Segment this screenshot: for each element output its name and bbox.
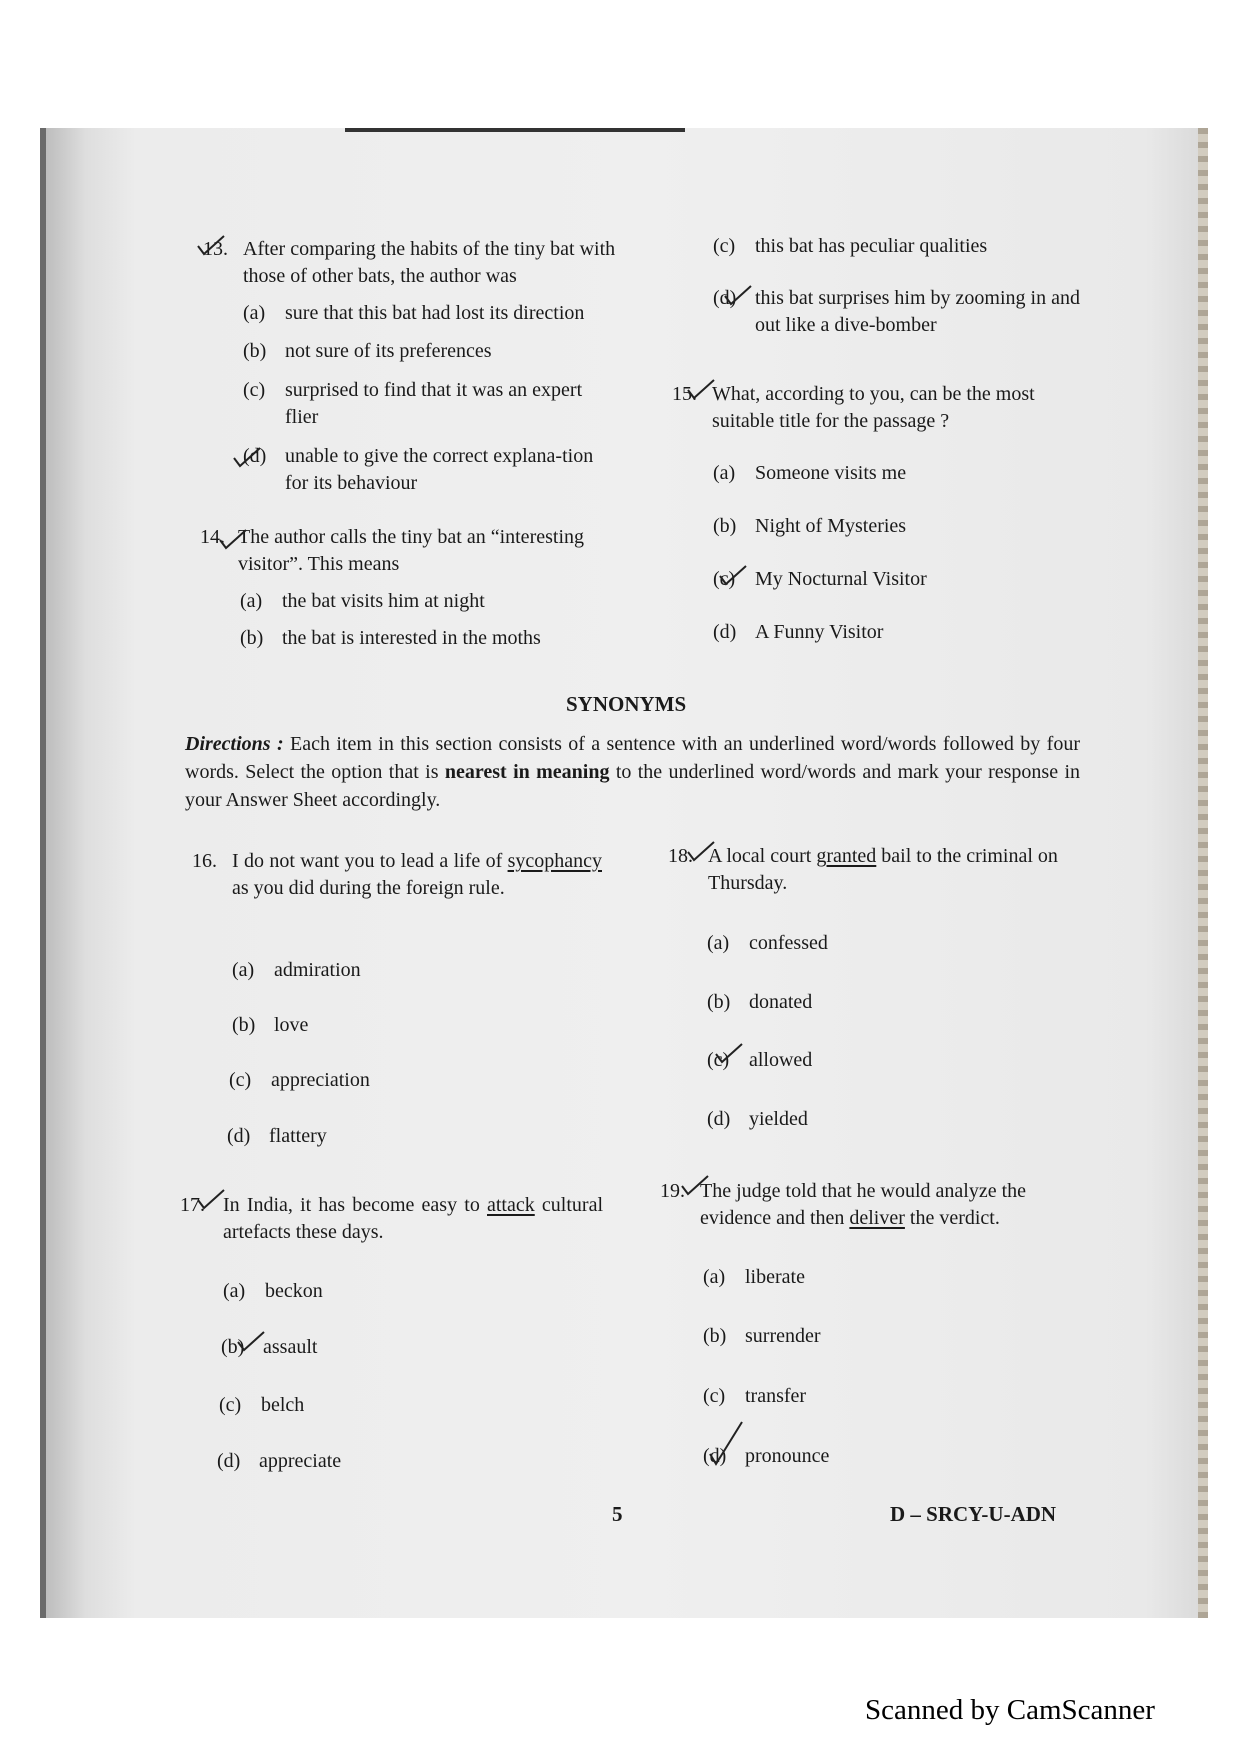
option-19a[interactable] xyxy=(703,1264,805,1291)
option-label: (d) xyxy=(707,1108,731,1130)
option-text: not sure of its preferences xyxy=(285,340,492,362)
question-number: 18. xyxy=(668,845,693,867)
option-text: confessed xyxy=(749,932,828,954)
underlined-word: sycophancy xyxy=(507,850,602,872)
option-18b[interactable] xyxy=(707,989,812,1016)
option-13d[interactable] xyxy=(243,443,615,497)
paper-code: D – SRCY-U-ADN xyxy=(890,1502,1057,1526)
question-number: 19. xyxy=(660,1180,685,1202)
option-label: (c) xyxy=(219,1394,242,1416)
option-13c[interactable] xyxy=(243,377,615,431)
option-label: (a) xyxy=(223,1280,246,1302)
underlined-word: attack xyxy=(487,1194,535,1216)
stem-text: In India, it has become easy to xyxy=(223,1194,480,1216)
option-text: admiration xyxy=(274,959,361,981)
option-label: (b) xyxy=(703,1325,727,1347)
tick-mark-icon xyxy=(218,526,248,552)
stem-text: The judge told that he would analyze the evidence and then xyxy=(700,1180,1027,1229)
option-15a[interactable] xyxy=(713,460,906,487)
option-label: (a) xyxy=(243,302,266,324)
option-17c[interactable] xyxy=(219,1392,304,1419)
stem-text: A local court xyxy=(708,845,812,867)
option-13b[interactable] xyxy=(243,338,492,365)
tick-mark-icon xyxy=(706,1418,746,1468)
option-15b[interactable] xyxy=(713,513,906,540)
tick-mark-icon xyxy=(718,562,748,588)
directions-text-end: to the underlined word/words and mark your response in your Answer Sheet accordingly. xyxy=(185,761,1081,811)
stem-text: I do not want you to lead a life of xyxy=(232,850,503,872)
question-number: 16. xyxy=(192,850,217,872)
option-text: belch xyxy=(261,1394,305,1416)
option-text: this bat surprises him by zooming in and out like a dive-bomber xyxy=(755,287,1080,336)
option-14b[interactable] xyxy=(240,625,541,652)
option-label: (d) xyxy=(713,287,737,309)
option-16d[interactable] xyxy=(227,1123,327,1150)
option-text: the bat is interested in the moths xyxy=(282,627,541,649)
question-stem: The author calls the tiny bat an “interesting visitor”. This means xyxy=(238,526,584,575)
option-text: Someone visits me xyxy=(755,462,907,484)
option-label: (a) xyxy=(703,1266,726,1288)
page-number: 5 xyxy=(612,1502,623,1526)
option-text: the bat visits him at night xyxy=(282,590,485,612)
option-text: appreciate xyxy=(259,1450,342,1472)
option-text: this bat has peculiar qualities xyxy=(755,235,988,257)
option-label: (b) xyxy=(221,1336,245,1358)
option-19c[interactable] xyxy=(703,1383,806,1410)
tick-mark-icon xyxy=(714,1040,744,1066)
question-number: 17. xyxy=(180,1194,205,1216)
option-text: flattery xyxy=(269,1125,327,1147)
page-top-edge xyxy=(345,128,685,132)
option-19b[interactable] xyxy=(703,1323,821,1350)
option-text: surrender xyxy=(745,1325,821,1347)
question-stem xyxy=(232,848,602,902)
option-text: surprised to find that it was an expert flier xyxy=(285,379,583,428)
option-13a[interactable] xyxy=(243,300,584,327)
option-label: (c) xyxy=(243,379,266,401)
option-label: (b) xyxy=(707,991,731,1013)
option-18a[interactable] xyxy=(707,930,828,957)
underlined-word: deliver xyxy=(849,1207,905,1229)
question-stem xyxy=(700,1178,1085,1232)
option-15d[interactable] xyxy=(713,619,883,646)
option-label: (d) xyxy=(713,621,737,643)
option-18d[interactable] xyxy=(707,1106,808,1133)
option-label: (b) xyxy=(713,515,737,537)
option-label: (a) xyxy=(240,590,263,612)
option-17a[interactable] xyxy=(223,1278,323,1305)
option-16b[interactable] xyxy=(232,1012,308,1039)
tick-mark-icon xyxy=(723,282,753,308)
question-stem: What, according to you, can be the most suitable title for the passage ? xyxy=(712,383,1035,432)
option-label: (b) xyxy=(232,1014,256,1036)
option-text: unable to give the correct explana-tion for its behaviour xyxy=(285,445,594,494)
option-text: beckon xyxy=(265,1280,323,1302)
question-number: 14. xyxy=(200,526,225,548)
option-label: (c) xyxy=(229,1069,252,1091)
option-16c[interactable] xyxy=(229,1067,370,1094)
option-label: (b) xyxy=(240,627,264,649)
option-text: pronounce xyxy=(745,1445,830,1467)
option-text: donated xyxy=(749,991,813,1013)
option-label: (a) xyxy=(713,462,736,484)
option-label: (c) xyxy=(703,1385,726,1407)
option-label: (d) xyxy=(217,1450,241,1472)
option-text: My Nocturnal Visitor xyxy=(755,568,927,590)
option-text: allowed xyxy=(749,1049,813,1071)
option-label: (d) xyxy=(227,1125,251,1147)
option-17d[interactable] xyxy=(217,1448,341,1475)
option-14c[interactable] xyxy=(713,233,987,260)
option-text: transfer xyxy=(745,1385,807,1407)
underlined-word: granted xyxy=(816,845,877,867)
option-14a[interactable] xyxy=(240,588,485,615)
option-text: A Funny Visitor xyxy=(755,621,884,643)
option-16a[interactable] xyxy=(232,957,361,984)
stem-text-end: as you did during the foreign rule. xyxy=(232,877,505,899)
option-label: (d) xyxy=(703,1445,727,1467)
directions-label: Directions : xyxy=(185,733,284,755)
option-label: (c) xyxy=(713,568,736,590)
option-label: (a) xyxy=(232,959,255,981)
option-label: (b) xyxy=(243,340,267,362)
directions-text: Each item in this section consists of a sentence with an underlined word/words followed by four words. Select the option that is xyxy=(185,733,1081,783)
option-text: assault xyxy=(263,1336,318,1358)
tick-mark-icon xyxy=(196,232,226,258)
option-label: (c) xyxy=(707,1049,730,1071)
option-label: (d) xyxy=(243,445,267,467)
stem-text-end: bail to the criminal on Thursday. xyxy=(708,845,1058,894)
tick-mark-icon xyxy=(686,838,716,864)
directions-emphasis: nearest in meaning xyxy=(444,761,610,783)
question-stem: After comparing the habits of the tiny bat with those of other bats, the author was xyxy=(243,238,616,287)
option-text: yielded xyxy=(749,1108,808,1130)
option-label: (c) xyxy=(713,235,736,257)
question-stem xyxy=(708,843,1088,897)
scanner-watermark: Scanned by CamScanner xyxy=(865,1694,1155,1726)
question-stem xyxy=(223,1192,603,1246)
option-label: (a) xyxy=(707,932,730,954)
tick-mark-icon xyxy=(680,1172,710,1198)
tick-mark-icon xyxy=(232,444,262,470)
option-14d[interactable] xyxy=(713,285,1085,339)
tick-mark-icon xyxy=(236,1328,266,1354)
tick-mark-icon xyxy=(196,1186,226,1212)
option-text: Night of Mysteries xyxy=(755,515,907,537)
option-text: love xyxy=(274,1014,309,1036)
question-number: 13. xyxy=(203,238,228,260)
tick-mark-icon xyxy=(686,376,716,402)
option-text: liberate xyxy=(745,1266,805,1288)
question-number: 15. xyxy=(672,383,697,405)
directions xyxy=(185,730,1080,814)
stem-text-end: the verdict. xyxy=(909,1207,1000,1229)
option-text: sure that this bat had lost its direction xyxy=(285,302,585,324)
stem-text-end: cultural artefacts these days. xyxy=(223,1194,604,1243)
section-heading: SYNONYMS xyxy=(566,692,687,716)
option-text: appreciation xyxy=(271,1069,370,1091)
